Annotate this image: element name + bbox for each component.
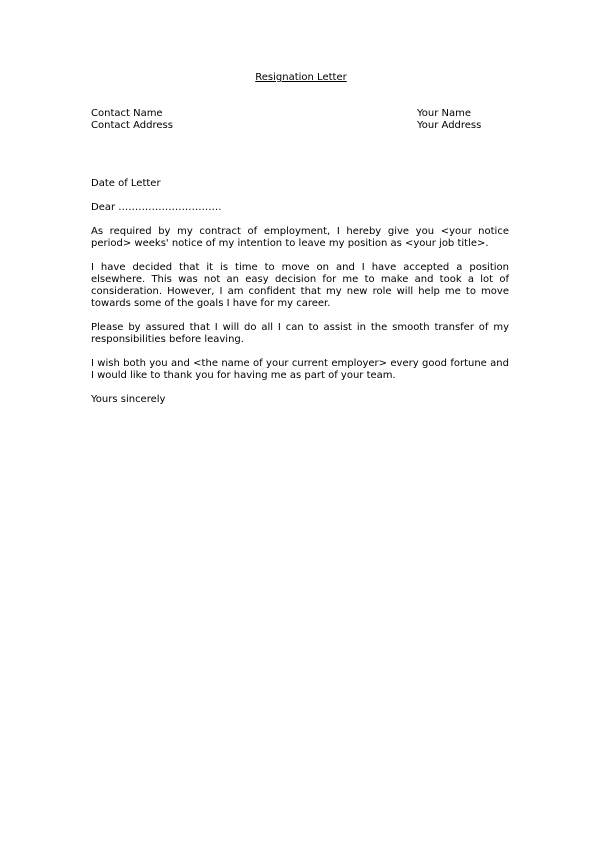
sender-address: Contact Address — [91, 120, 173, 131]
sender-block — [91, 108, 173, 132]
paragraph-reason: I have decided that it is time to move on and I have accepted a position elsewhere. This was not an easy decision for me to make and took a lot of consideration. However, I am confident that my new role will help me to move towards some of the goals I have for my career. — [91, 262, 509, 309]
letter-title: Resignation Letter — [255, 72, 347, 83]
paragraph-handover: Please by assured that I will do all I can to assist in the smooth transfer of my responsibilities before leaving. — [91, 322, 509, 345]
recipient-address: Your Address — [417, 120, 482, 131]
letter-body — [91, 178, 509, 406]
letter-date: Date of Letter — [91, 178, 161, 189]
recipient-name: Your Name — [417, 108, 472, 119]
paragraph-thanks: I wish both you and <the name of your current employer> every good fortune and I would like to thank you for having me as part of your team. — [91, 358, 509, 381]
paragraph-notice: As required by my contract of employment, I hereby give you <your notice period> weeks' notice of my intention to leave my position as <your job title>. — [91, 226, 509, 249]
signoff: Yours sincerely — [91, 394, 166, 405]
sender-name: Contact Name — [91, 108, 163, 119]
salutation: Dear …………………………. — [91, 202, 222, 213]
recipient-block — [417, 108, 481, 132]
